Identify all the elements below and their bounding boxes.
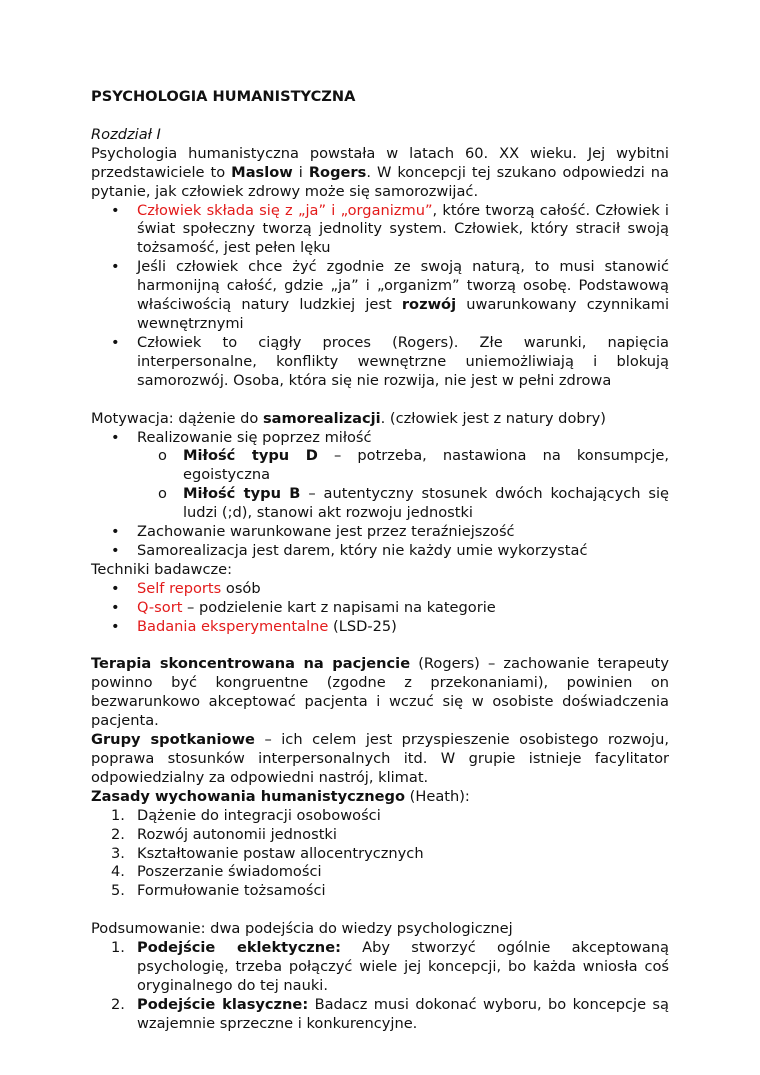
document-title: PSYCHOLOGIA HUMANISTYCZNA <box>91 88 356 105</box>
list-item: • Realizowanie się poprzez miłość <box>111 428 372 446</box>
motivation-paragraph: Motywacja: dążenie do samorealizacji. (człowiek jest z natury dobry) <box>91 409 606 427</box>
name-maslow: Maslow <box>231 163 293 181</box>
list-item: • Q-sort – podzielenie kart z napisami na kategorie <box>111 598 496 616</box>
intro-paragraph: Psychologia humanistyczna powstała w latach 60. XX wieku. Jej wybitni przedstawiciele to Maslow i Rogers. W koncepcji tej szukano odpowiedzi na pytanie, jak człowiek zdrowy może się samorozwijać. <box>91 144 669 200</box>
list-item: • Zachowanie warunkowane jest przez teraźniejszość <box>111 523 515 541</box>
document-page <box>91 88 669 1034</box>
key-points-list <box>91 202 669 391</box>
techniques-heading: Techniki badawcze: <box>91 560 233 578</box>
sub-list-item: o Miłość typu B – autentyczny stosunek dwóch kochających się ludzi (;d), stanowi akt rozwoju jednostki <box>158 485 670 522</box>
bullet-icon: • <box>111 617 120 635</box>
list-item: • Self reports osób <box>111 579 261 597</box>
bullet-icon: • <box>111 201 120 219</box>
summary-list <box>91 939 669 1034</box>
bullet-icon: • <box>111 258 120 276</box>
principles-list <box>91 807 669 902</box>
list-item: • Samorealizacja jest darem, który nie każdy umie wykorzystać <box>111 541 588 559</box>
bullet-icon: • <box>111 541 120 559</box>
techniques-list <box>91 580 669 637</box>
list-item: • Człowiek to ciągły proces (Rogers). Złe warunki, napięcia interpersonalne, konflikty wewnętrzne uniemożliwiają i blokują samorozwój. Osoba, która się nie rozwija, nie jest w pełni zdrowa <box>111 333 669 389</box>
bullet-icon: • <box>111 579 120 597</box>
bullet-icon: • <box>111 333 120 351</box>
list-item: • Badania eksperymentalne (LSD-25) <box>111 617 397 635</box>
list-item: 5. Formułowanie tożsamości <box>111 882 326 900</box>
groups-paragraph: Grupy spotkaniowe – ich celem jest przyspieszenie osobistego rozwoju, poprawa stosunków interpersonalnych itd. W grupie istnieje facylitator odpowiedzialny za odpowiedni nastrój, klimat. <box>91 731 669 786</box>
name-rogers: Rogers <box>308 163 367 181</box>
bullet-icon: • <box>111 428 120 446</box>
principles-heading: Zasady wychowania humanistycznego (Heath): <box>91 787 470 805</box>
list-item: 1. Podejście eklektyczne: Aby stworzyć ogólnie akceptowaną psychologię, trzeba połączyć wiele jej koncepcji, bo każda wniosła coś oryginalnego do tej nauki. <box>111 939 669 994</box>
list-item: 2. Rozwój autonomii jednostki <box>111 825 337 843</box>
bullet-icon: • <box>111 598 120 616</box>
bullet-icon: • <box>111 523 120 541</box>
list-item: • Człowiek składa się z „ja” i „organizmu”, które tworzą całość. Człowiek i świat społeczny tworzą jednolity system. Człowiek, który stracił swoją tożsamość, jest pełen lęku <box>111 201 669 257</box>
summary-heading: Podsumowanie: dwa podejścia do wiedzy psychologicznej <box>91 920 513 938</box>
list-item: 1. Dążenie do integracji osobowości <box>111 806 381 824</box>
list-item: • Jeśli człowiek chce żyć zgodnie ze swoją naturą, to musi stanowić harmonijną całość, gdzie „ja” i „organizm” tworzą osobę. Podstawową właściwością natury ludzkiej jest rozwój uwarunkowany czynnikami wewnętrznymi <box>111 258 669 332</box>
list-item: 2. Podejście klasyczne: Badacz musi dokonać wyboru, bo koncepcje są wzajemnie sprzeczne i konkurencyjne. <box>111 995 669 1032</box>
motivation-list <box>91 429 669 561</box>
circle-bullet-icon: o <box>158 447 167 465</box>
list-item: 3. Kształtowanie postaw allocentrycznych <box>111 844 424 862</box>
therapy-paragraph: Terapia skoncentrowana na pacjencie (Rogers) – zachowanie terapeuty powinno być kongruentne (zgodne z przekonaniami), powinien on bezwarunkowo akceptować pacjenta i wczuć się w osobiste doświadczenia pacjenta. <box>91 655 669 730</box>
chapter-heading: Rozdział I <box>91 125 161 143</box>
sub-list-item: o Miłość typu D – potrzeba, nastawiona na konsumpcje, egoistyczna <box>158 447 670 484</box>
circle-bullet-icon: o <box>158 485 167 503</box>
list-item: 4. Poszerzanie świadomości <box>111 863 322 881</box>
